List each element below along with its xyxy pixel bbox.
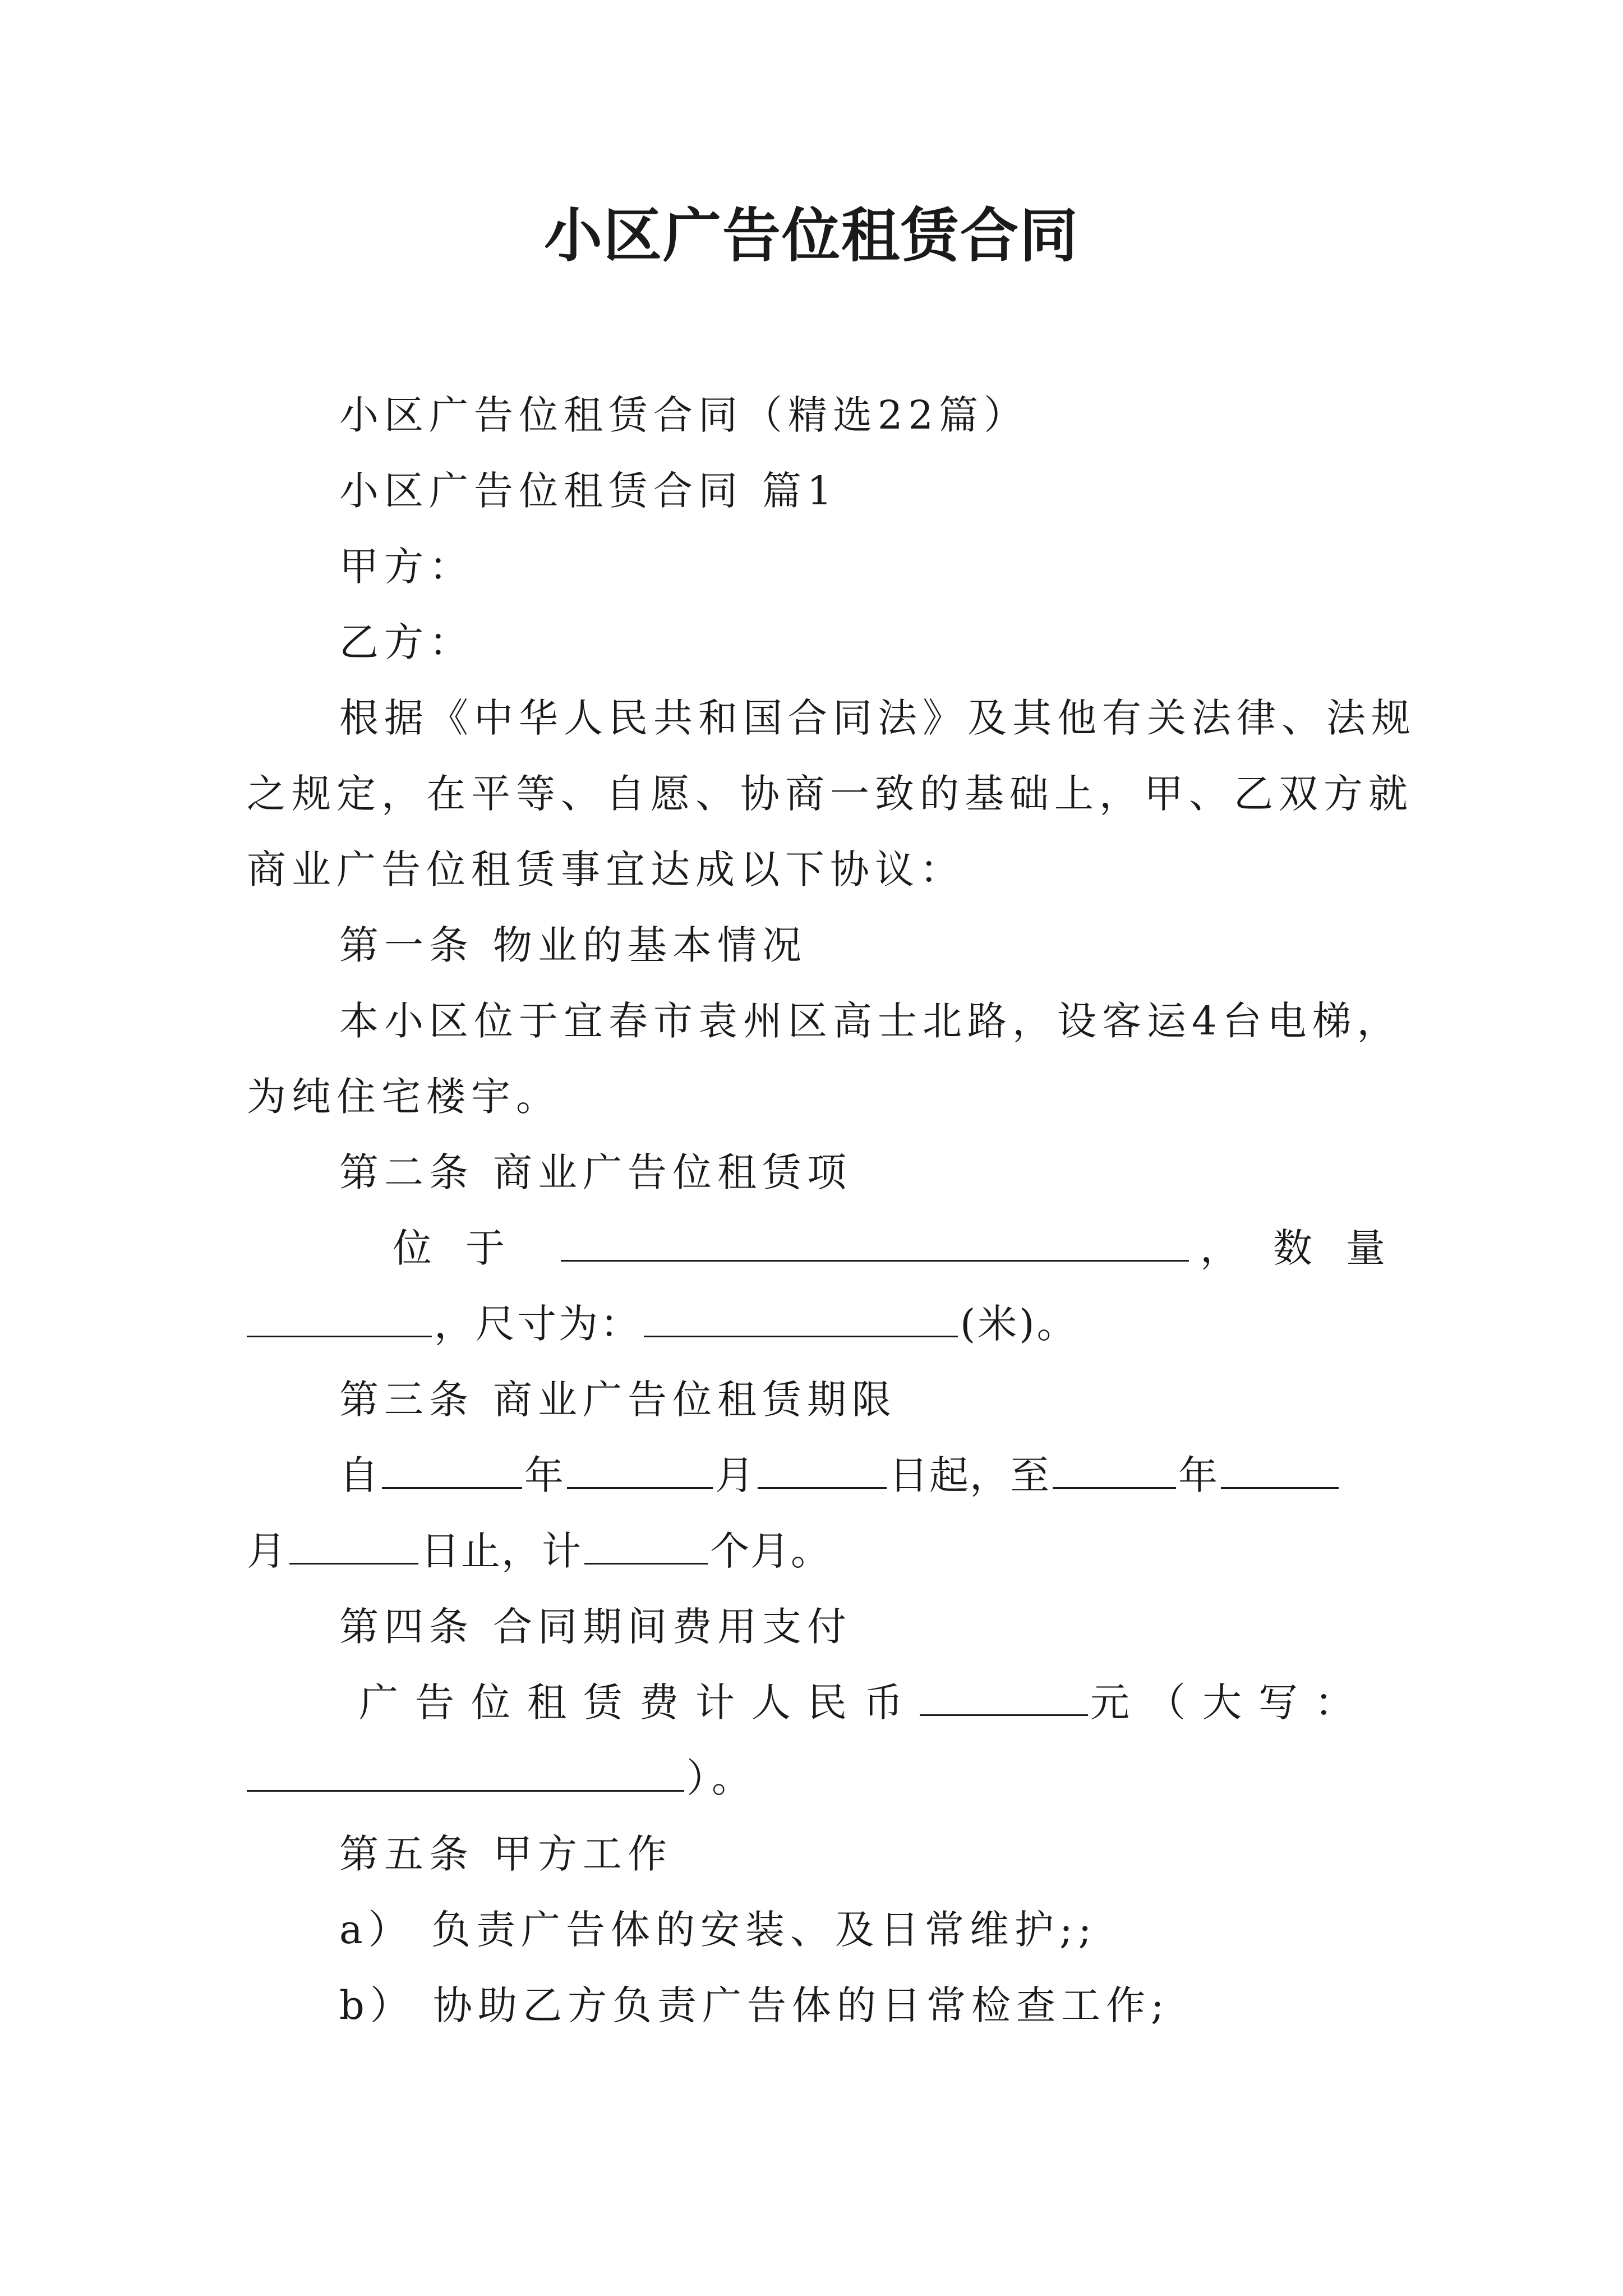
article3-month-label: 月: [715, 1452, 755, 1498]
article3-heading: [339, 1372, 1380, 1428]
article3-day-end-label: 日止，计: [421, 1528, 582, 1574]
article4-heading-no: 第四条: [339, 1604, 474, 1650]
section-heading: [339, 463, 1380, 519]
article4-heading-text: 合同期间费用支付: [493, 1604, 852, 1650]
fee-amount-blank: [920, 1681, 1088, 1716]
party-a-label: 甲方：: [339, 544, 474, 590]
intro-line-3: 商业广告位租赁事宜达成以下协议：: [247, 846, 965, 892]
article2-heading-no: 第二条: [339, 1149, 474, 1195]
size-blank: [644, 1302, 958, 1337]
article1-body-line-2: 为纯住宅楼宇。: [247, 1074, 561, 1120]
article3-year2-label: 年: [1178, 1452, 1219, 1498]
end-year-blank: [1053, 1453, 1176, 1489]
article3-day-start-label: 日起，至: [889, 1452, 1050, 1498]
end-month-blank: [1221, 1453, 1339, 1489]
article2-heading: [339, 1144, 1380, 1200]
article2-location-line: [393, 1220, 1419, 1276]
article1-heading-text: 物业的基本情况: [493, 922, 807, 968]
intro-line-1: 根据《中华人民共和国合同法》及其他有关法律、法规: [339, 695, 1416, 741]
article5-item-b: b） 协助乙方负责广告体的日常检查工作;: [339, 1982, 1170, 2028]
article3-heading-text: 商业广告位租赁期限: [493, 1377, 897, 1423]
intro-line-2: 之规定，在平等、自愿、协商一致的基础上，甲、乙双方就: [247, 771, 1413, 817]
article2-quantity-label: ，数量: [1200, 1225, 1419, 1271]
start-month-blank: [567, 1453, 713, 1489]
document-subtitle: 小区广告位租赁合同（精选22篇）: [339, 392, 1029, 438]
section-heading-suffix: 篇1: [762, 468, 838, 514]
article5-heading: [339, 1826, 1380, 1882]
end-day-blank: [289, 1529, 418, 1565]
article5-item-a: a） 负责广告体的安装、及日常维护;;: [339, 1907, 1098, 1953]
article5-heading-text: 甲方工作: [493, 1831, 672, 1877]
article1-body-line-1: 本小区位于宜春市袁州区高士北路，设客运4台电梯，: [339, 998, 1402, 1044]
document-title: 小区广告位租赁合同: [543, 201, 1079, 270]
article1-heading: [339, 917, 1380, 973]
article1-heading-no: 第一条: [339, 922, 474, 968]
total-months-blank: [584, 1529, 708, 1565]
article4-heading: [339, 1599, 1380, 1655]
start-year-blank: [382, 1453, 522, 1489]
article2-unit-label: (米)。: [960, 1301, 1078, 1347]
article3-period-line-2: [247, 1523, 1380, 1579]
article3-from-label: 自: [339, 1452, 380, 1498]
quantity-blank: [247, 1302, 432, 1337]
article2-size-label: ，尺寸为：: [434, 1301, 642, 1347]
article4-fee-line-1: [359, 1674, 1380, 1731]
article5-heading-no: 第五条: [339, 1831, 474, 1877]
fee-uppercase-blank: [247, 1756, 684, 1792]
article4-yuan-label: 元（大写：: [1090, 1680, 1371, 1726]
start-day-blank: [758, 1453, 887, 1489]
party-b-label: 乙方：: [339, 619, 474, 665]
location-blank: [561, 1226, 1189, 1262]
article4-fee-line-2: [247, 1750, 1380, 1806]
section-heading-text: 小区广告位租赁合同: [339, 468, 743, 514]
article3-months-label: 个月。: [710, 1528, 831, 1574]
article3-month2-label: 月: [247, 1528, 287, 1574]
article4-close-label: ）。: [686, 1755, 757, 1801]
article2-size-line: [247, 1296, 1380, 1352]
article3-period-line-1: [339, 1447, 1380, 1503]
article3-year-label: 年: [524, 1452, 565, 1498]
article3-heading-no: 第三条: [339, 1377, 474, 1423]
article2-located-label: 位于: [393, 1225, 538, 1271]
article2-heading-text: 商业广告位租赁项: [493, 1149, 852, 1195]
article4-fee-label: 广告位租赁费计人民币: [359, 1680, 920, 1726]
